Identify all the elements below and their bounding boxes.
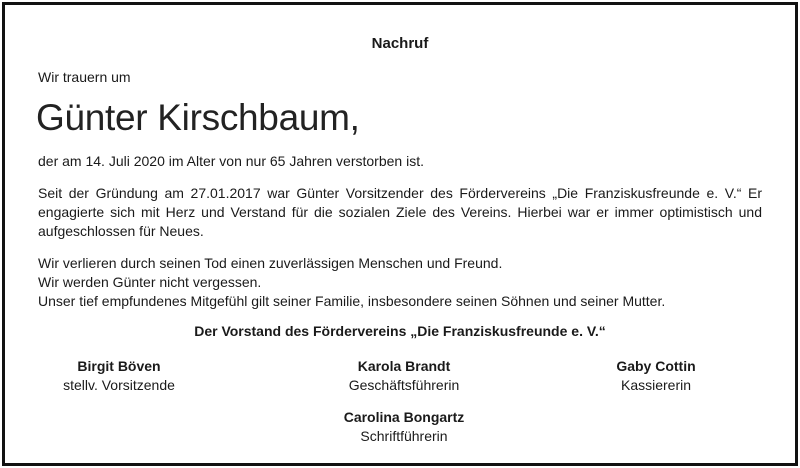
obituary-frame [2, 2, 798, 466]
signatory [546, 357, 766, 395]
paragraph-line: Unser tief empfundenes Mitgefühl gilt seiner Familie, insbesondere seinen Söhnen und seiner Mutter. [38, 293, 666, 309]
paragraph-line: engagierte sich mit Herz und Verstand für die sozialen Ziele des Vereins. Hierbei war er immer optimistisch und [38, 204, 762, 220]
signatory-role: Geschäftsführerin [348, 377, 460, 393]
paragraph-line: Wir werden Günter nicht vergessen. [38, 274, 262, 290]
signatory-name: Carolina Bongartz [343, 409, 465, 425]
paragraph-line: aufgeschlossen für Neues. [38, 223, 204, 239]
board-signature-line: Der Vorstand des Fördervereins „Die Franziskusfreunde e. V.“ [194, 323, 606, 339]
signatory [9, 357, 229, 395]
paragraph-condolence [38, 254, 762, 311]
signatory [294, 408, 514, 446]
signatory [294, 357, 514, 395]
death-line: der am 14. Juli 2020 im Alter von nur 65 Jahren verstorben ist. [38, 153, 424, 169]
signatory-name: Birgit Böven [77, 358, 161, 374]
signatory-role: Schriftführerin [360, 428, 448, 444]
obituary-content [38, 5, 762, 463]
signatory-name: Gaby Cottin [616, 358, 696, 374]
paragraph-line: Seit der Gründung am 27.01.2017 war Günter Vorsitzender des Fördervereins „Die Franziskusfreunde e. V.“ Er [38, 185, 762, 201]
signatory-name: Karola Brandt [357, 358, 451, 374]
paragraph-founding [38, 184, 762, 241]
signatory-role: Kassiererin [620, 377, 692, 393]
intro-line: Wir trauern um [38, 69, 131, 85]
paragraph-line: Wir verlieren durch seinen Tod einen zuverlässigen Menschen und Freund. [38, 255, 503, 271]
obituary-heading: Nachruf [371, 35, 429, 52]
deceased-name: Günter Kirschbaum, [36, 97, 360, 138]
signatory-role: stellv. Vorsitzende [63, 377, 175, 393]
